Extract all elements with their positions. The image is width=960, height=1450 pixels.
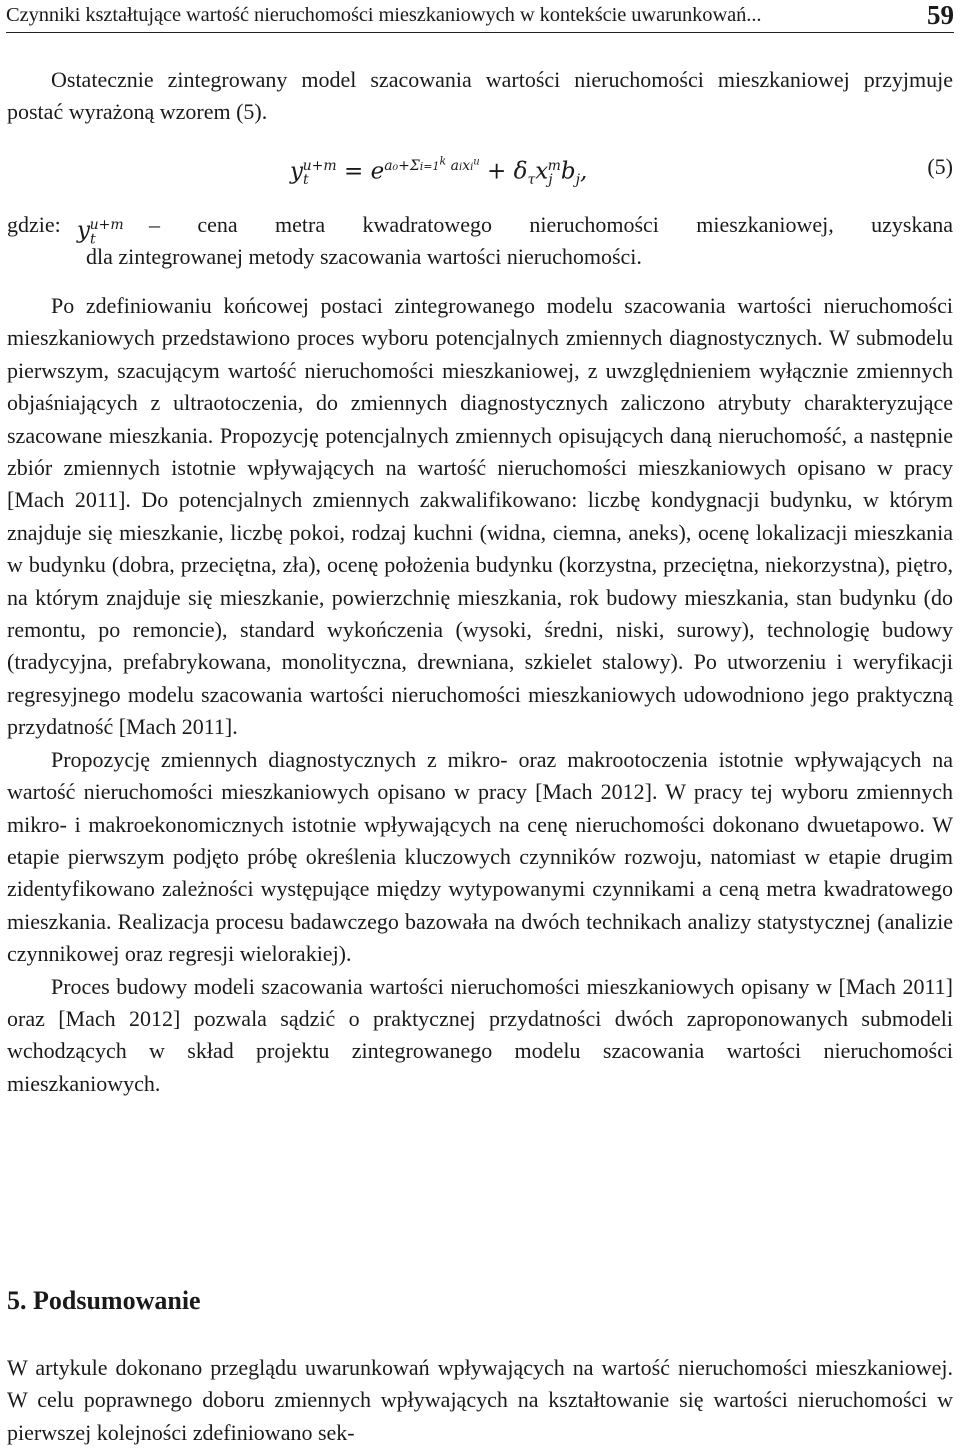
definition-line-2: dla zintegrowanej metody szacowania wartości nieruchomości. <box>86 244 642 269</box>
running-title: Czynniki kształtujące wartość nieruchomości mieszkaniowych w kontekście uwarunkowań... <box>6 4 762 26</box>
main-text <box>7 290 953 1100</box>
section-heading: 5. Podsumowanie <box>7 1286 201 1315</box>
definition-line-1: – cena metra kwadratowego nieruchomości mieszkaniowej, uzyskana <box>149 212 953 237</box>
definition-label: gdzie: <box>7 212 61 237</box>
intro-paragraph: Ostatecznie zintegrowany model szacowania wartości nieruchomości mieszkaniowej przyjmuje postać wyrażoną wzorem (5). <box>7 67 953 125</box>
paragraph: W artykule dokonano przeglądu uwarunkowań wpływających na wartość nieruchomości mieszkaniowej. W celu poprawnego doboru zmiennych wpływających na kształtowanie się wartości nieruchomości w pierwszej kolejności zdefiniowano sek- <box>7 1355 953 1445</box>
section-text <box>7 1352 953 1449</box>
paragraph: Propozycję zmiennych diagnostycznych z mikro- oraz makrootoczenia istotnie wpływających na wartość nieruchomości mieszkaniowych opisano w pracy [Mach 2012]. W pracy tej wyboru zmiennych mikro- i makroekonomicznych istotnie wpływających na cenę nieruchomości dokonano dwuetapowo. W etapie pierwszym podjęto próbę określenia kluczowych czynników rozwoju, natomiast w etapie drugim zidentyfikowano zależności występujące między wytypowanymi czynnikami a ceną metra kwadratowego mieszkania. Realizacja procesu badawczego bazowała na dwóch technikach analizy statystycznej (analizie czynnikowej oraz regresji wielorakiej). <box>7 746 953 967</box>
defined-symbol: $y_t^{u+m}$ <box>77 217 124 248</box>
equation-5 <box>0 154 960 198</box>
intro-block <box>7 64 953 129</box>
paragraph: Po zdefiniowaniu końcowej postaci zintegrowanego modelu szacowania wartości nieruchomości mieszkaniowych przedstawiono proces wyboru potencjalnych zmiennych diagnostycznych. W submodelu pierwszym, szacującym wartość nieruchomości mieszkaniowej, z uwzględnieniem wyłącznie zmiennych objaśniających z ultraotoczenia, do zmiennych diagnostycznych zaliczono atrybuty charakteryzujące szacowane mieszkania. Propozycję potencjalnych zmiennych opisujących daną nieruchomość, a następnie zbiór zmiennych istotnie wpływających na wartość nieruchomości mieszkaniowych opisano w pracy [Mach 2011]. Do potencjalnych zmiennych zakwalifikowano: liczbę kondygnacji budynku, w którym znajduje się mieszkanie, liczbę pokoi, rodzaj kuchni (widna, ciemna, aneks), ocenę lokalizacji mieszkania w budynku (dobra, przeciętna, zła), ocenę położenia budynku (korzystna, przeciętna, niekorzystna), piętro, na którym znajduje się mieszkanie, powierzchnię mieszkania, rok budowy mieszkania, stan budynku (do remontu, po remoncie), standard wykończenia (wysoki, średni, niski, surowy), technologię budowy (tradycyjna, prefabrykowana, monolityczna, drewniana, szkielet stalowy). Po utworzeniu i weryfikacji regresyjnego modelu szacowania wartości nieruchomości mieszkaniowych udowodniono jego praktyczną przydatność [Mach 2011]. <box>7 293 953 740</box>
page-number: 59 <box>927 0 954 30</box>
page-header <box>6 2 954 33</box>
equation-number: (5) <box>927 154 953 179</box>
equation-expression: $y_t^{u+m} = e^{a_0+\Sigma i=1^k aixi^u} + \delta_\tau x_j^mb_j$, <box>290 154 588 188</box>
paragraph: Proces budowy modeli szacowania wartości nieruchomości mieszkaniowych opisany w [Mach 2011] oraz [Mach 2012] pozwala sądzić o praktycznej przydatności dwóch zaproponowanych submodeli wchodzących w skład projektu zintegrowanego modelu szacowania wartości nieruchomości mieszkaniowych. <box>7 973 953 1096</box>
